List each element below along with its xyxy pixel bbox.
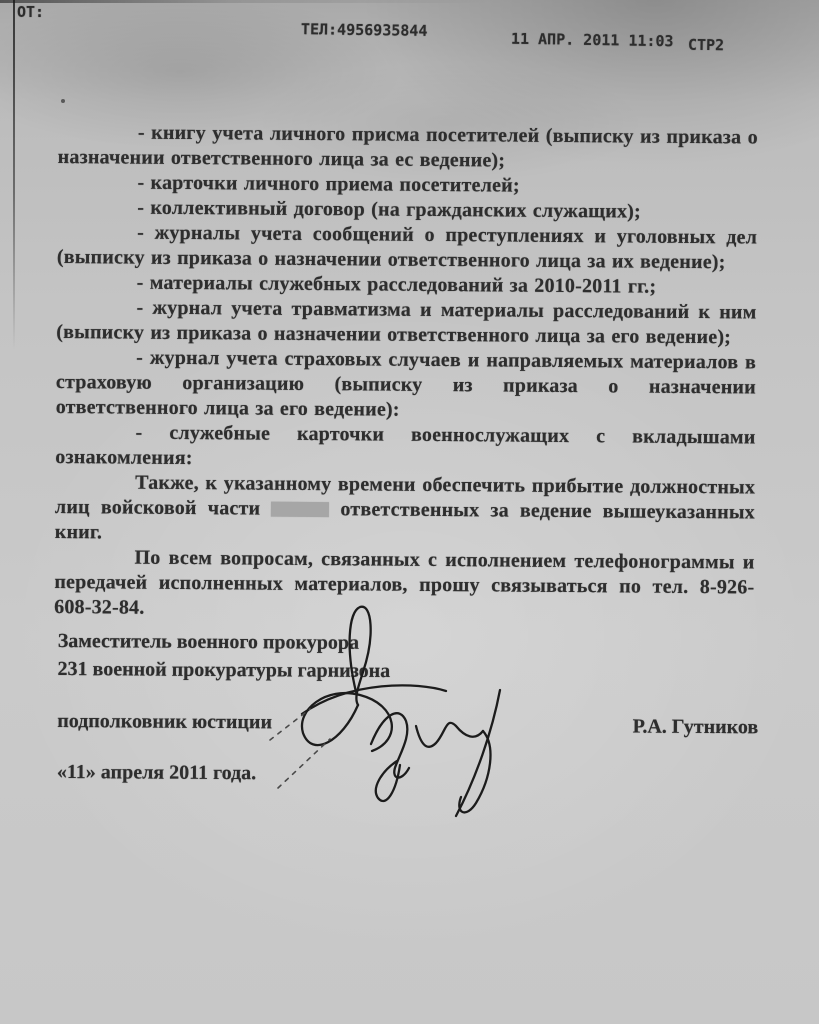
fax-from-label: ОТ: (17, 3, 45, 21)
document-body (54, 120, 758, 625)
paragraph: - книгу учета личного присма посетителей (выписку из приказа о назначении ответственного лица за ес ведение); (57, 121, 758, 172)
fax-page-number: СТР2 (687, 35, 725, 55)
signer-position-line2: 231 военной прокуратуры гарнизона (57, 657, 391, 683)
signer-name: Р.А. Гутников (632, 715, 759, 739)
document-date: «11» апреля 2011 года. (56, 760, 257, 785)
handwritten-signature (250, 592, 560, 827)
paragraph: - журналы учета сообщений о преступлениях и уголовных дел (выписку из приказа о назначении ответственного лица за их ведение); (56, 221, 758, 274)
paragraph: - карточки личного приема посетителей; (137, 171, 520, 197)
scan-edge-line (13, 0, 15, 350)
paragraph: - журнал учета травматизма и материалы расследований к ним (выписку из приказа о назначении ответственного лица за его ведение); (56, 296, 757, 349)
paragraph: Также, к указанному времени обеспечить прибытие должностных лиц войсковой части ответственных за ведение вышеуказанных книг. (54, 471, 756, 544)
fax-datetime: 11 АПР. 2011 11:03 (510, 29, 674, 51)
scanner-edge-shadow (0, 0, 819, 3)
fax-tel-number: ТЕЛ:4956935844 (300, 20, 428, 40)
paragraph: - коллективный договор (на гражданских служащих); (137, 196, 642, 223)
signature-ink (302, 607, 500, 816)
signer-rank: подполковник юстиции (57, 709, 273, 734)
signer-position-line1: Заместитель военного прокурора (57, 629, 360, 654)
paragraph: По всем вопросам, связанных с исполнением телефонограммы и передачей исполненных материалов, прошу связываться по тел. 8-926-608-32-84. (54, 546, 755, 619)
redaction-box (271, 502, 329, 517)
pencil-mark-dashes (270, 709, 330, 788)
paragraph: - журнал учета страховых случаев и направляемых материалов в страховую организацию (выписку из приказа о назначении ответственного лица за его ведение): (55, 346, 757, 421)
scan-artifact-dot (61, 99, 65, 103)
paragraph: - служебные карточки военнослужащих с вкладышами ознакомления: (55, 421, 756, 470)
paragraph: - материалы служебных расследований за 2010-2011 гг.; (136, 271, 657, 298)
